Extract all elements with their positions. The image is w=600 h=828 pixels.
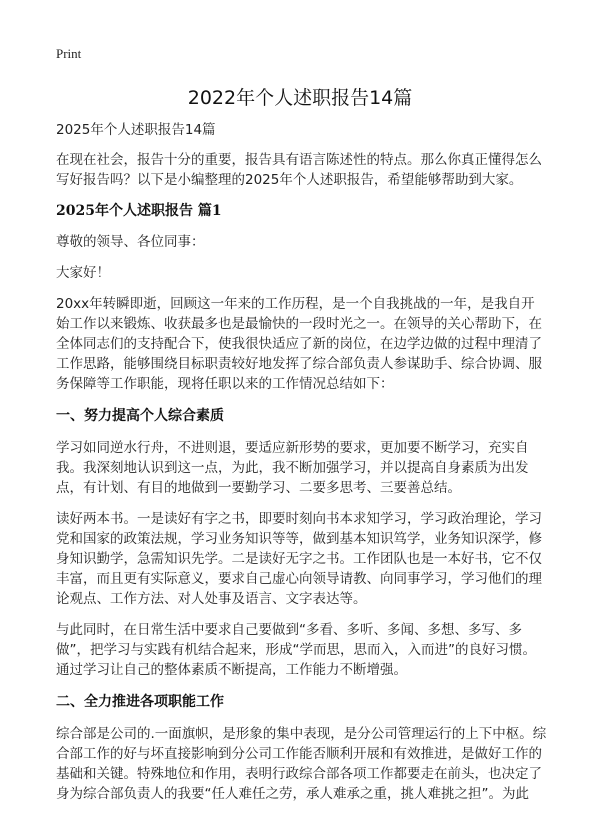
document-title: 2022年个人述职报告14篇 xyxy=(187,87,413,109)
section-heading-1: 一、努力提高个人综合素质 xyxy=(56,408,224,424)
section-heading-2: 二、全力推进各项职能工作 xyxy=(56,694,224,710)
opening-paragraph: 20xx年转瞬即逝，回顾这一年来的工作历程，是一个自我挑战的一年，是我自开始工作以来锻炼、收获最多也是最愉快的一段时光之一。在领导的关心帮助下，在全体同志们的支持配合下，使我很快适应了新的岗位，在边学边做的过程中理清了工作思路，能够围绕目标职责较好地发挥了综合部负责人参谋助手、综合协调、服务保障等工作职能，现将任职以来的工作情况总结如下： xyxy=(56,296,542,392)
reading-paragraph: 读好两本书。一是读好有字之书，即要时刻向书本求知学习，学习政治理论，学习党和国家的政策法规，学习业务知识等等，做到基本知识笃学，业务知识深学，修身知识勤学，急需知识先学。二是读好无字之书。工作团队也是一本好书，它不仅丰富，而且更有实际意义，要求自己虚心向领导请教、向同事学习，学习他们的理论观点、工作方法、对人处事及语言、文字表达等。 xyxy=(56,511,542,607)
document-body xyxy=(56,120,548,804)
document-subtitle: 2025年个人述职报告14篇 xyxy=(56,122,216,138)
article-heading: 2025年个人述职报告 篇1 xyxy=(56,203,222,219)
department-paragraph: 综合部是公司的.一面旗帜，是形象的集中表现，是分公司管理运行的上下中枢。综合部工作的好与坏直接影响到分公司工作能否顺利开展和有效推进，是做好工作的基础和关键。特殊地位和作用，表明行政综合部各项工作都要走在前头，也决定了身为综合部负责人的我要“任人难任之劳，承人难承之重，挑人难挑之担”。为此 xyxy=(56,726,547,802)
print-link[interactable]: Print xyxy=(56,46,82,61)
study-paragraph: 学习如同逆水行舟，不进则退，要适应新形势的要求，更加要不断学习，充实自我。我深刻地认识到这一点，为此，我不断加强学习，并以提高自身素质为出发点，有计划、有目的地做到一要勤学习、二要多思考、三要善总结。 xyxy=(56,440,529,496)
greeting: 大家好！ xyxy=(56,265,110,281)
intro-paragraph: 在现在社会，报告十分的重要，报告具有语言陈述性的特点。那么你真正懂得怎么写好报告吗？以下是小编整理的2025年个人述职报告，希望能够帮助到大家。 xyxy=(56,152,542,188)
salutation: 尊敬的领导、各位同事： xyxy=(56,234,205,250)
daily-practice-paragraph: 与此同时，在日常生活中要求自己要做到“多看、多听、多闻、多想、多写、多做”，把学习与实践有机结合起来，形成“学而思，思而入，入而进”的良好习惯。通过学习让自己的整体素质不断提高，工作能力不断增强。 xyxy=(56,622,536,678)
